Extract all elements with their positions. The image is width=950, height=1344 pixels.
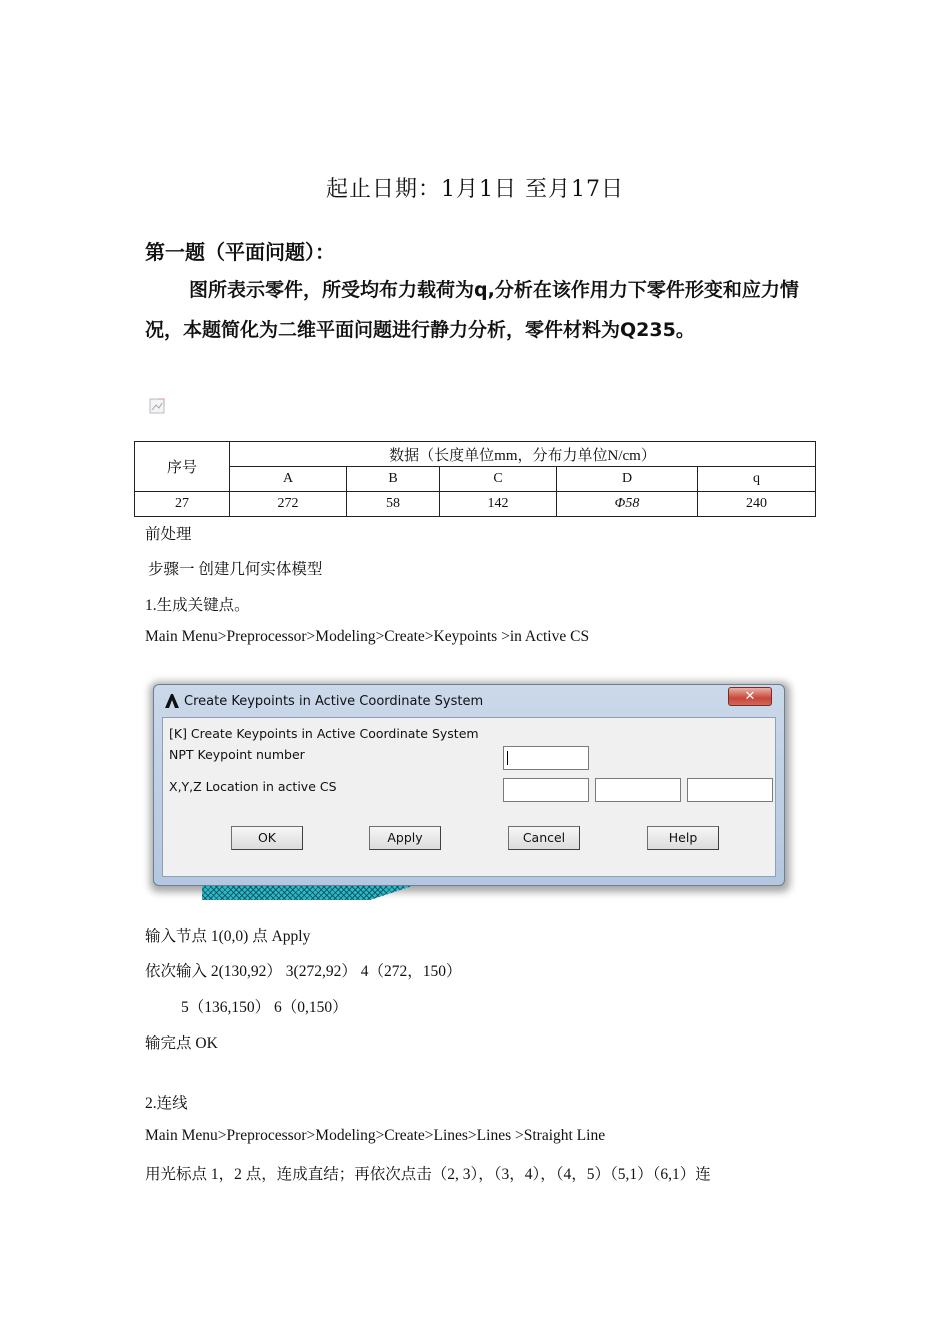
table-cell: 240 bbox=[698, 492, 816, 517]
problem-heading: 第一题（平面问题）： bbox=[145, 240, 335, 264]
table-cell: 58 bbox=[347, 492, 440, 517]
dialog-body bbox=[162, 717, 776, 877]
table-col-b: B bbox=[347, 467, 440, 492]
ansys-logo-icon bbox=[164, 693, 180, 709]
table-col-a: A bbox=[230, 467, 347, 492]
problem-text: 图所表示零件，所受均布力载荷为q,分析在该作用力下零件形变和应力情况，本题简化为二维平面问题进行静力分析，零件材料为Q235。 bbox=[145, 279, 799, 341]
y-coordinate-input[interactable] bbox=[595, 778, 681, 802]
npt-label: NPT Keypoint number bbox=[169, 747, 305, 762]
create-keypoints-dialog bbox=[153, 684, 785, 886]
lines-description: 用光标点 1，2 点，连成直结；再依次点击（2, 3），（3，4），（4，5）（5,1）（6,1）连 bbox=[145, 1166, 711, 1183]
table-cell: 272 bbox=[230, 492, 347, 517]
table-header-seq: 序号 bbox=[135, 442, 230, 492]
lines-title: 2.连线 bbox=[145, 1095, 188, 1112]
table-cell: Φ58 bbox=[557, 492, 698, 517]
xyz-label: X,Y,Z Location in active CS bbox=[169, 779, 337, 794]
dialog-title: Create Keypoints in Active Coordinate System bbox=[184, 694, 484, 709]
table-col-c: C bbox=[440, 467, 557, 492]
keypoints-menu-path: Main Menu>Preprocessor>Modeling>Create>Keypoints >in Active CS bbox=[145, 628, 590, 645]
parameter-table bbox=[134, 441, 816, 517]
dialog-command-header: [K] Create Keypoints in Active Coordinate System bbox=[169, 726, 479, 741]
input-done: 输完点 OK bbox=[145, 1035, 218, 1052]
close-button[interactable]: ✕ bbox=[728, 687, 772, 706]
problem-description bbox=[145, 270, 810, 350]
table-header-data: 数据（长度单位mm，分布力单位N/cm） bbox=[230, 442, 816, 467]
table-col-d: D bbox=[557, 467, 698, 492]
keypoints-title: 1.生成关键点。 bbox=[145, 597, 250, 614]
input-step-3: 5（136,150） 6（0,150） bbox=[181, 999, 348, 1016]
input-step-2: 依次输入 2(130,92） 3(272,92） 4（272，150） bbox=[145, 963, 462, 980]
x-coordinate-input[interactable] bbox=[503, 778, 589, 802]
table-row bbox=[135, 492, 816, 517]
preprocess-label: 前处理 bbox=[145, 526, 192, 543]
apply-button[interactable]: Apply bbox=[369, 826, 441, 850]
help-button[interactable]: Help bbox=[647, 826, 719, 850]
keypoint-number-input[interactable] bbox=[503, 746, 589, 770]
mesh-fragment bbox=[202, 886, 412, 900]
text-caret bbox=[507, 751, 508, 765]
dialog-titlebar[interactable] bbox=[154, 685, 784, 717]
table-cell: 142 bbox=[440, 492, 557, 517]
z-coordinate-input[interactable] bbox=[687, 778, 773, 802]
date-range-line: 起止日期：1月1日 至月17日 bbox=[326, 177, 624, 202]
table-col-q: q bbox=[698, 467, 816, 492]
ok-button[interactable]: OK bbox=[231, 826, 303, 850]
input-step-1: 输入节点 1(0,0) 点 Apply bbox=[145, 928, 311, 945]
lines-menu-path: Main Menu>Preprocessor>Modeling>Create>Lines>Lines >Straight Line bbox=[145, 1127, 606, 1144]
table-cell: 27 bbox=[135, 492, 230, 517]
cancel-button[interactable]: Cancel bbox=[508, 826, 580, 850]
step-one-label: 步骤一 创建几何实体模型 bbox=[148, 561, 323, 578]
broken-image-icon bbox=[148, 396, 168, 416]
